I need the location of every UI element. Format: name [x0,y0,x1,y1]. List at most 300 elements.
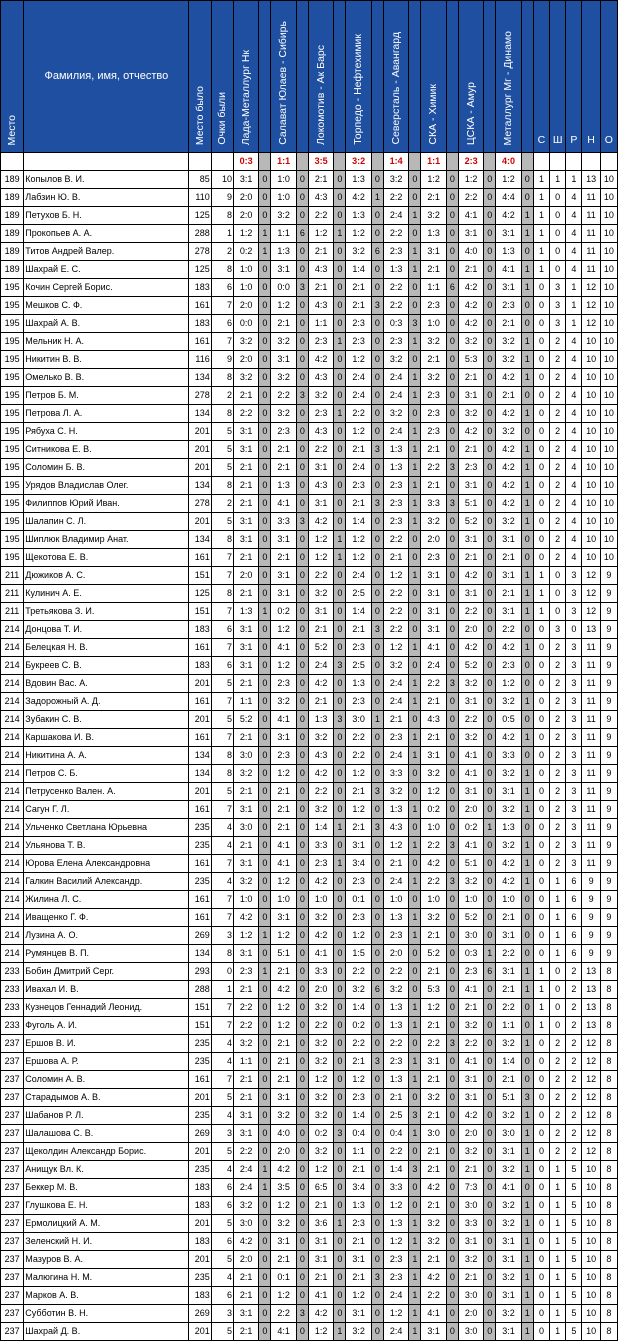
cell-pts-4: 0 [371,1323,383,1341]
cell-pts-1: 0 [259,639,271,657]
table-row [1,675,618,693]
cell-pred-2: 4:2 [271,981,296,999]
cell-pred-6: 1:0 [421,891,446,909]
cell-pred-5: 1:3 [383,999,408,1017]
cell-pred-3: 3:2 [308,729,333,747]
cell-stat-s: 0 [533,945,549,963]
cell-pts-5: 0 [409,1089,421,1107]
cell-place-was: 134 [189,405,211,423]
cell-stat-n: 10 [582,1197,600,1215]
table-row [1,243,618,261]
cell-name: Петухов Б. Н. [24,207,189,225]
cell-stat-sh: 2 [550,441,566,459]
cell-place-was: 278 [189,243,211,261]
cell-name: Соломин Б. В. [24,459,189,477]
cell-stat-r: 4 [566,495,582,513]
cell-stat-n: 11 [582,243,600,261]
cell-stat-o: 9 [600,657,617,675]
cell-pts-1: 0 [259,1197,271,1215]
cell-pred-3: 4:2 [308,765,333,783]
cell-pts-3: 0 [334,441,346,459]
cell-pts-3: 0 [334,1233,346,1251]
cell-pts-3: 1 [334,1323,346,1341]
cell-stat-r: 2 [566,1017,582,1035]
cell-place-was: 161 [189,639,211,657]
cell-pred-3: 0:2 [308,1125,333,1143]
cell-place: 214 [1,927,24,945]
cell-pts-4: 0 [371,1197,383,1215]
cell-pts-6: 0 [446,909,458,927]
cell-name: Урядов Владислав Олег. [24,477,189,495]
cell-stat-s: 1 [533,225,549,243]
cell-stat-s: 0 [533,405,549,423]
cell-stat-s: 0 [533,513,549,531]
cell-pred-8: 3:1 [496,783,521,801]
cell-stat-sh: 0 [550,261,566,279]
cell-pred-7: 3:1 [458,585,483,603]
cell-pts-3: 1 [334,1215,346,1233]
cell-pts-7: 0 [484,891,496,909]
cell-pts-5: 0 [409,711,421,729]
cell-pts-8: 0 [521,657,533,675]
cell-pred-6: 1:3 [421,225,446,243]
cell-place: 237 [1,1071,24,1089]
cell-pts-4: 0 [371,837,383,855]
cell-pts-6: 0 [446,1071,458,1089]
cell-pts-6: 0 [446,1215,458,1233]
cell-stat-n: 11 [582,657,600,675]
cell-pts-6: 0 [446,999,458,1017]
cell-pred-4: 3:4 [346,1179,371,1197]
table-row [1,1323,618,1341]
cell-place: 189 [1,189,24,207]
cell-pts-6: 0 [446,945,458,963]
cell-stat-s: 0 [533,783,549,801]
cell-pred-4: 2:3 [346,873,371,891]
result-8: 4:0 [496,153,521,171]
cell-place-was: 134 [189,945,211,963]
table-row [1,261,618,279]
cell-pred-8: 4:2 [496,441,521,459]
cell-pts-4: 0 [371,351,383,369]
cell-name: Ершова А. Р. [24,1053,189,1071]
table-row [1,1269,618,1287]
cell-stat-sh: 0 [550,963,566,981]
cell-pred-2: 2:1 [271,801,296,819]
cell-pts-1: 1 [259,225,271,243]
cell-stat-o: 10 [600,225,617,243]
cell-pred-1: 3:1 [234,1125,259,1143]
cell-pred-5: 3:3 [383,765,408,783]
cell-pts-6: 0 [446,981,458,999]
cell-pts-2: 0 [296,1161,308,1179]
cell-pred-1: 3:1 [234,171,259,189]
cell-stat-sh: 2 [550,513,566,531]
cell-pts-3: 0 [334,693,346,711]
cell-pred-2: 2:1 [271,963,296,981]
cell-pred-7: 4:0 [458,243,483,261]
cell-stat-r: 3 [566,567,582,585]
cell-pred-2: 4:1 [271,639,296,657]
cell-pts-4: 0 [371,765,383,783]
cell-stat-o: 8 [600,981,617,999]
cell-pred-4: 2:2 [346,1035,371,1053]
cell-pts-3: 0 [334,189,346,207]
cell-pred-1: 2:1 [234,1323,259,1341]
cell-pred-4: 0:2 [346,1017,371,1035]
cell-pts-7: 0 [484,729,496,747]
cell-pred-2: 3:1 [271,531,296,549]
cell-pts-3: 0 [334,1107,346,1125]
cell-pred-3: 3:6 [308,1215,333,1233]
cell-pts-5: 1 [409,1287,421,1305]
header-stat-r: Р [566,1,582,153]
cell-pred-7: 5:2 [458,657,483,675]
cell-name: Соломин А. В. [24,1071,189,1089]
cell-pts-4: 0 [371,333,383,351]
cell-place-was: 183 [189,1233,211,1251]
table-row [1,1125,618,1143]
cell-place-was: 183 [189,1197,211,1215]
cell-pts-7: 0 [484,207,496,225]
cell-stat-s: 0 [533,423,549,441]
cell-place: 214 [1,945,24,963]
cell-pred-2: 2:1 [271,819,296,837]
cell-pts-3: 0 [334,351,346,369]
cell-pred-5: 2:2 [383,603,408,621]
cell-stat-n: 10 [582,369,600,387]
cell-pred-5: 1:2 [383,1197,408,1215]
table-row [1,189,618,207]
cell-pts-8: 1 [521,261,533,279]
cell-pred-7: 3:2 [458,333,483,351]
cell-pred-8: 2:3 [496,297,521,315]
cell-pts-5: 0 [409,1143,421,1161]
cell-stat-s: 0 [533,459,549,477]
cell-pred-8: 1:3 [496,819,521,837]
cell-pts-2: 0 [296,1089,308,1107]
cell-pred-5: 2:5 [383,1107,408,1125]
cell-stat-r: 3 [566,675,582,693]
result-6: 1:1 [421,153,446,171]
cell-pred-5: 0:4 [383,1125,408,1143]
cell-pred-8: 3:2 [496,1215,521,1233]
cell-stat-n: 10 [582,1323,600,1341]
table-row [1,963,618,981]
cell-place-was: 151 [189,999,211,1017]
cell-pts-8: 1 [521,477,533,495]
cell-pts-3: 0 [334,1269,346,1287]
cell-pts-7: 0 [484,423,496,441]
cell-pts-6: 0 [446,657,458,675]
cell-stat-sh: 0 [550,981,566,999]
cell-stat-n: 11 [582,261,600,279]
cell-place-was: 134 [189,477,211,495]
cell-pred-6: 1:0 [421,819,446,837]
cell-stat-o: 10 [600,279,617,297]
cell-stat-s: 0 [533,657,549,675]
cell-stat-n: 11 [582,765,600,783]
cell-name: Титов Андрей Валер. [24,243,189,261]
cell-place-was: 235 [189,819,211,837]
cell-place-was: 161 [189,909,211,927]
cell-stat-sh: 0 [550,1017,566,1035]
cell-pts-4: 0 [371,423,383,441]
cell-stat-s: 0 [533,1197,549,1215]
cell-pts-1: 0 [259,333,271,351]
cell-pts-5: 0 [409,171,421,189]
cell-stat-o: 9 [600,585,617,603]
cell-pts-7: 0 [484,621,496,639]
cell-stat-r: 3 [566,819,582,837]
cell-pred-1: 1:1 [234,693,259,711]
cell-name: Мазуров В. А. [24,1251,189,1269]
cell-pts-1: 0 [259,297,271,315]
cell-pred-1: 2:1 [234,981,259,999]
cell-pred-4: 2:4 [346,387,371,405]
cell-pts-1: 0 [259,549,271,567]
cell-pred-3: 2:2 [308,567,333,585]
cell-pts-7: 0 [484,693,496,711]
cell-points-were: 7 [211,1017,233,1035]
cell-pts-2: 0 [296,261,308,279]
cell-stat-sh: 2 [550,369,566,387]
cell-pts-7: 0 [484,1089,496,1107]
cell-pts-4: 0 [371,279,383,297]
table-row [1,927,618,945]
cell-place-was: 235 [189,837,211,855]
cell-stat-r: 2 [566,1107,582,1125]
cell-stat-sh: 1 [550,1305,566,1323]
cell-pts-7: 0 [484,1017,496,1035]
cell-pts-7: 0 [484,1197,496,1215]
cell-pts-3: 0 [334,369,346,387]
cell-stat-s: 1 [533,189,549,207]
cell-name: Субботин В. Н. [24,1305,189,1323]
cell-pred-6: 4:2 [421,1269,446,1287]
cell-pred-6: 2:2 [421,1287,446,1305]
cell-stat-n: 13 [582,621,600,639]
cell-pred-4: 1:3 [346,1197,371,1215]
cell-name: Бобин Дмитрий Серг. [24,963,189,981]
cell-pts-3: 0 [334,1197,346,1215]
cell-points-were: 10 [211,171,233,189]
cell-pred-3: 4:3 [308,189,333,207]
cell-pred-5: 1:2 [383,639,408,657]
cell-pred-3: 4:2 [308,1305,333,1323]
cell-pts-3: 1 [334,549,346,567]
header-match-6: СКА - Химик [421,1,446,153]
cell-pred-5: 1:2 [383,567,408,585]
cell-pred-1: 2:2 [234,1143,259,1161]
cell-pred-1: 3:1 [234,657,259,675]
cell-pred-1: 1:0 [234,261,259,279]
cell-stat-s: 1 [533,999,549,1017]
cell-stat-o: 8 [600,1233,617,1251]
cell-pts-7: 0 [484,837,496,855]
cell-stat-s: 1 [533,261,549,279]
cell-pts-3: 0 [334,387,346,405]
cell-pts-5: 1 [409,1251,421,1269]
cell-pts-8: 1 [521,1197,533,1215]
cell-pred-1: 2:1 [234,585,259,603]
cell-stat-r: 3 [566,603,582,621]
cell-pred-2: 2:3 [271,747,296,765]
cell-pred-4: 1:4 [346,603,371,621]
cell-stat-o: 9 [600,765,617,783]
cell-pred-7: 4:2 [458,315,483,333]
cell-stat-sh: 2 [550,477,566,495]
cell-pts-5: 1 [409,477,421,495]
cell-stat-o: 8 [600,1035,617,1053]
cell-stat-n: 12 [582,603,600,621]
cell-pts-6: 0 [446,1053,458,1071]
cell-pred-7: 3:0 [458,927,483,945]
cell-pred-8: 1:4 [496,1053,521,1071]
cell-stat-r: 3 [566,639,582,657]
cell-pred-4: 2:3 [346,693,371,711]
cell-pred-8: 4:2 [496,405,521,423]
cell-pts-1: 0 [259,1143,271,1161]
cell-stat-o: 10 [600,243,617,261]
cell-points-were: 7 [211,567,233,585]
cell-stat-sh: 3 [550,279,566,297]
cell-pts-6: 0 [446,801,458,819]
cell-pts-4: 0 [371,261,383,279]
table-row [1,351,618,369]
cell-stat-sh: 0 [550,243,566,261]
cell-pred-5: 2:3 [383,1251,408,1269]
cell-stat-r: 5 [566,1197,582,1215]
cell-pts-1: 0 [259,1089,271,1107]
cell-place: 237 [1,1089,24,1107]
cell-pred-4: 1:3 [346,171,371,189]
cell-pred-2: 1:0 [271,891,296,909]
cell-stat-sh: 2 [550,1035,566,1053]
cell-pred-6: 1:0 [421,315,446,333]
cell-place: 237 [1,1125,24,1143]
cell-name: Кулинич А. Е. [24,585,189,603]
cell-pred-8: 3:1 [496,603,521,621]
cell-pts-1: 0 [259,207,271,225]
cell-pts-6: 0 [446,1161,458,1179]
cell-pred-4: 2:1 [346,1053,371,1071]
cell-pred-7: 3:2 [458,1251,483,1269]
cell-pts-3: 0 [334,243,346,261]
table-row [1,333,618,351]
cell-pred-7: 3:1 [458,1071,483,1089]
cell-pred-1: 3:2 [234,333,259,351]
cell-pred-8: 4:2 [496,873,521,891]
cell-pred-1: 3:1 [234,513,259,531]
cell-stat-n: 10 [582,459,600,477]
cell-pts-3: 0 [334,585,346,603]
cell-stat-s: 0 [533,279,549,297]
cell-pts-1: 0 [259,1125,271,1143]
cell-place: 214 [1,639,24,657]
cell-pred-8: 4:1 [496,1179,521,1197]
cell-pred-7: 4:1 [458,1053,483,1071]
cell-pts-5: 1 [409,1017,421,1035]
cell-pts-4: 0 [371,1107,383,1125]
cell-pts-2: 6 [296,225,308,243]
cell-stat-n: 13 [582,981,600,999]
table-row [1,693,618,711]
cell-pred-7: 4:1 [458,981,483,999]
cell-pts-2: 0 [296,1233,308,1251]
cell-pred-3: 3:2 [308,585,333,603]
header-stat-sh: Ш [550,1,566,153]
cell-pred-6: 2:1 [421,477,446,495]
cell-pts-7: 0 [484,801,496,819]
cell-pred-1: 2:0 [234,1251,259,1269]
cell-name: Никитин В. В. [24,351,189,369]
cell-pred-1: 3:0 [234,819,259,837]
cell-place-was: 183 [189,1179,211,1197]
cell-pred-5: 3:2 [383,351,408,369]
cell-place-was: 161 [189,297,211,315]
cell-stat-o: 8 [600,1089,617,1107]
table-row [1,369,618,387]
cell-name: Кочин Сергей Борис. [24,279,189,297]
cell-pts-8: 1 [521,603,533,621]
cell-pts-2: 3 [296,279,308,297]
cell-pred-2: 3:2 [271,333,296,351]
cell-stat-r: 6 [566,891,582,909]
cell-name: Никитина А. А. [24,747,189,765]
cell-pred-5: 2:2 [383,531,408,549]
cell-pred-2: 2:1 [271,1053,296,1071]
cell-name: Шиплюк Владимир Анат. [24,531,189,549]
cell-stat-s: 1 [533,963,549,981]
cell-place: 237 [1,1233,24,1251]
cell-place: 214 [1,819,24,837]
cell-stat-n: 12 [582,1143,600,1161]
cell-pts-6: 0 [446,603,458,621]
cell-name: Петрова Л. А. [24,405,189,423]
cell-pts-1: 1 [259,603,271,621]
table-row [1,405,618,423]
cell-pred-1: 3:2 [234,1197,259,1215]
cell-pred-6: 2:1 [421,189,446,207]
cell-pts-3: 0 [334,1287,346,1305]
table-row [1,1107,618,1125]
cell-pred-4: 4:2 [346,189,371,207]
cell-pred-4: 2:3 [346,477,371,495]
cell-pred-6: 3:1 [421,621,446,639]
cell-pred-6: 2:3 [421,423,446,441]
cell-pts-7: 0 [484,1233,496,1251]
cell-pts-7: 0 [484,405,496,423]
cell-pred-1: 2:1 [234,837,259,855]
cell-pred-3: 1:1 [308,315,333,333]
cell-pts-6: 0 [446,315,458,333]
cell-pred-8: 2:1 [496,1071,521,1089]
cell-place-was: 134 [189,531,211,549]
cell-place: 195 [1,459,24,477]
cell-pred-1: 2:1 [234,477,259,495]
result-4: 3:2 [346,153,371,171]
cell-pts-3: 0 [334,297,346,315]
cell-pred-1: 3:1 [234,441,259,459]
table-row [1,1179,618,1197]
table-row [1,657,618,675]
cell-pts-8: 0 [521,891,533,909]
cell-points-were: 7 [211,297,233,315]
cell-pts-6: 0 [446,261,458,279]
cell-stat-r: 5 [566,1305,582,1323]
cell-place-was: 161 [189,801,211,819]
